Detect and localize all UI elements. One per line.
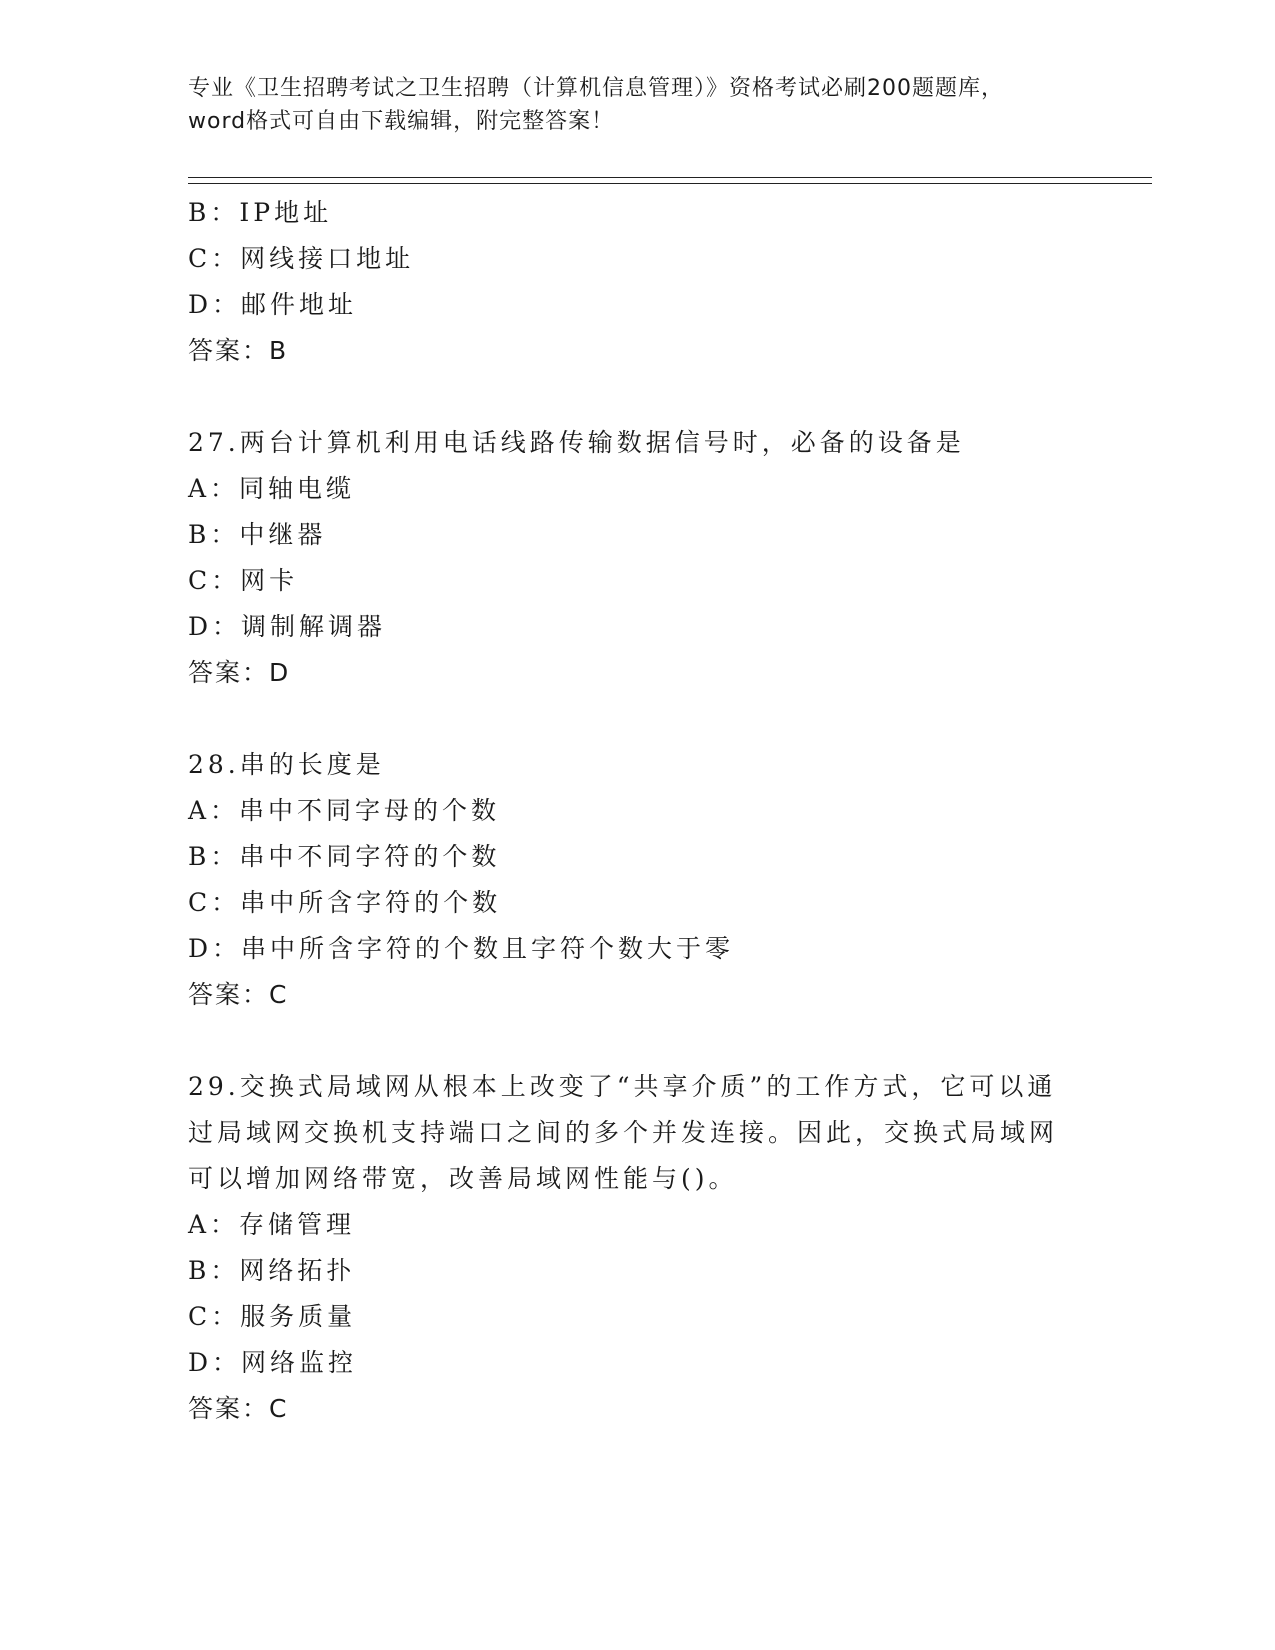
option-c: C：服务质量 xyxy=(188,1302,357,1331)
option-a: A：存储管理 xyxy=(188,1210,356,1239)
question-stem: 28.串的长度是 xyxy=(188,750,385,779)
question-stem-line-1: 29.交换式局域网从根本上改变了“共享介质”的工作方式，它可以通 xyxy=(188,1072,1057,1101)
header-divider-bottom xyxy=(188,183,1152,184)
option-d: D：串中所含字符的个数且字符个数大于零 xyxy=(188,934,735,963)
question-stem: 27.两台计算机利用电话线路传输数据信号时，必备的设备是 xyxy=(188,428,965,457)
question-28 xyxy=(188,742,1088,1018)
option-c: C：网卡 xyxy=(188,566,299,595)
question-spacer xyxy=(188,1018,1088,1064)
option-b: B：串中不同字符的个数 xyxy=(188,842,501,871)
option-c: C：串中所含字符的个数 xyxy=(188,888,502,917)
option-a: A：串中不同字母的个数 xyxy=(188,796,501,825)
answer-line: 答案：C xyxy=(188,1394,289,1423)
answer-line: 答案：D xyxy=(188,658,291,687)
option-b: B：中继器 xyxy=(188,520,327,549)
option-b: B：网络拓扑 xyxy=(188,1256,356,1285)
question-27 xyxy=(188,420,1088,696)
header-line-1: 专业《卫生招聘考试之卫生招聘（计算机信息管理）》资格考试必刷200题题库， xyxy=(188,76,1004,101)
question-spacer xyxy=(188,374,1088,420)
option-d: D：邮件地址 xyxy=(188,290,358,319)
option-b: B：IP地址 xyxy=(188,198,333,227)
option-d: D：网络监控 xyxy=(188,1348,358,1377)
question-stem-line-3: 可以增加网络带宽，改善局域网性能与()。 xyxy=(188,1164,738,1193)
question-spacer xyxy=(188,696,1088,742)
header-line-2: word格式可自由下载编辑，附完整答案！ xyxy=(188,109,615,134)
answer-line: 答案：B xyxy=(188,336,289,365)
option-a: A：同轴电缆 xyxy=(188,474,356,503)
question-stem-line-2: 过局域网交换机支持端口之间的多个并发连接。因此，交换式局域网 xyxy=(188,1118,1059,1147)
document-header xyxy=(188,72,1068,138)
option-c: C：网线接口地址 xyxy=(188,244,415,273)
question-29 xyxy=(188,1064,1088,1432)
question-list xyxy=(188,190,1088,1432)
answer-line: 答案：C xyxy=(188,980,289,1009)
option-d: D：调制解调器 xyxy=(188,612,387,641)
question-26-continued xyxy=(188,190,1088,374)
header-divider-top xyxy=(188,177,1152,178)
